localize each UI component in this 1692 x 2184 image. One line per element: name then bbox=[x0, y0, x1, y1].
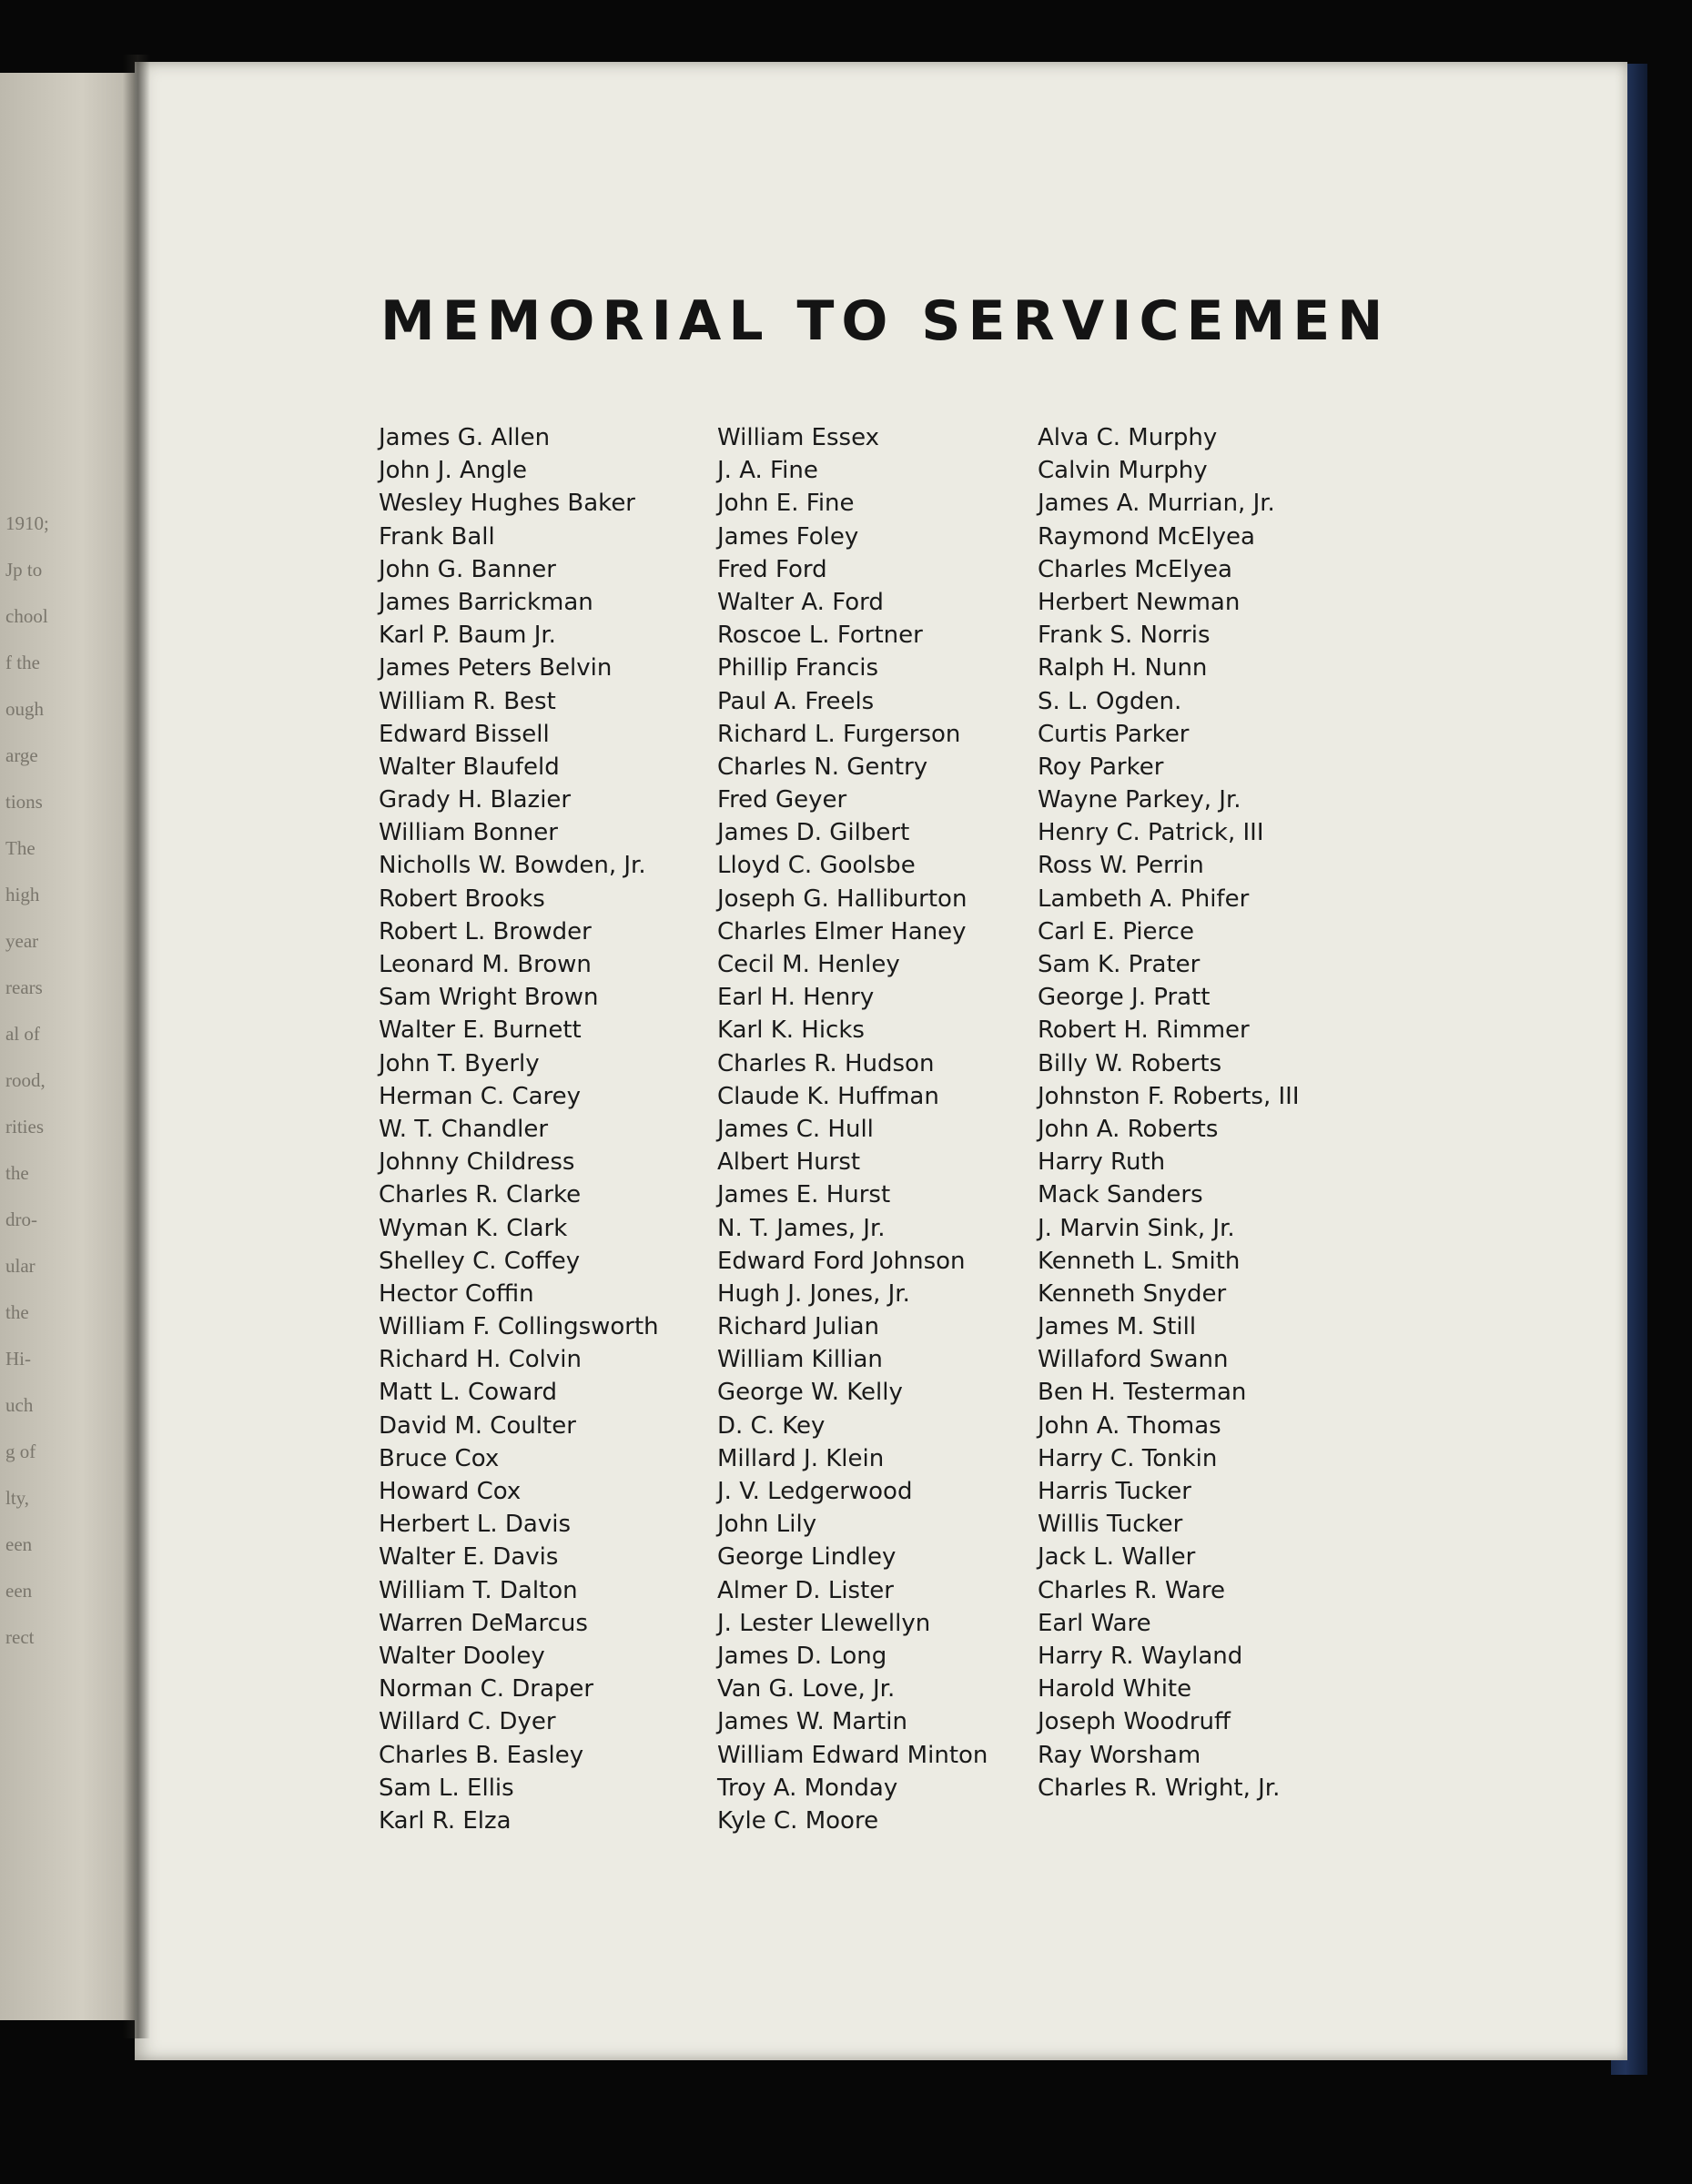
serviceman-name: James D. Long bbox=[717, 1642, 887, 1670]
serviceman-name: Richard L. Furgerson bbox=[717, 720, 961, 748]
serviceman-name: James W. Martin bbox=[717, 1708, 907, 1736]
memorial-page bbox=[135, 62, 1627, 2060]
serviceman-name: Troy A. Monday bbox=[717, 1774, 898, 1802]
facing-page-fragment: g of bbox=[5, 1441, 36, 1462]
serviceman-name: Millard J. Klein bbox=[717, 1444, 885, 1472]
serviceman-name: Paul A. Freels bbox=[717, 687, 875, 715]
serviceman-name: Charles Elmer Haney bbox=[717, 917, 967, 945]
serviceman-name: James A. Murrian, Jr. bbox=[1038, 490, 1275, 518]
serviceman-name: William F. Collingsworth bbox=[379, 1313, 659, 1341]
serviceman-name: David M. Coulter bbox=[379, 1411, 576, 1440]
serviceman-name: Ross W. Perrin bbox=[1038, 852, 1204, 880]
serviceman-name: Curtis Parker bbox=[1038, 720, 1190, 748]
serviceman-name: Ben H. Testerman bbox=[1038, 1379, 1247, 1407]
facing-page-fragment: 1910; bbox=[5, 512, 49, 534]
serviceman-name: Karl P. Baum Jr. bbox=[379, 622, 556, 650]
serviceman-name: J. Lester Llewellyn bbox=[717, 1609, 931, 1637]
serviceman-name: John E. Fine bbox=[717, 490, 855, 518]
serviceman-name: Grady H. Blazier bbox=[379, 786, 572, 814]
serviceman-name: Howard Cox bbox=[379, 1478, 522, 1505]
serviceman-name: Sam Wright Brown bbox=[379, 984, 599, 1012]
facing-page-fragment: al of bbox=[5, 1023, 40, 1045]
serviceman-name: Fred Geyer bbox=[717, 786, 847, 814]
facing-page-fragment: ular bbox=[5, 1255, 35, 1277]
serviceman-name: Mack Sanders bbox=[1038, 1181, 1203, 1209]
serviceman-name: James D. Gilbert bbox=[717, 819, 910, 847]
serviceman-name: William Edward Minton bbox=[717, 1741, 988, 1769]
serviceman-name: Harry R. Wayland bbox=[1038, 1642, 1243, 1670]
serviceman-name: Alva C. Murphy bbox=[1038, 424, 1218, 451]
serviceman-name: Lambeth A. Phifer bbox=[1038, 885, 1250, 913]
serviceman-name: Herbert Newman bbox=[1038, 588, 1241, 616]
serviceman-name: Robert L. Browder bbox=[379, 917, 592, 945]
facing-page-fragment: lty, bbox=[5, 1487, 30, 1509]
facing-page-fragment: The bbox=[5, 837, 35, 859]
serviceman-name: James Foley bbox=[717, 522, 859, 551]
facing-page-fragment: dro- bbox=[5, 1208, 37, 1230]
serviceman-name: Charles R. Clarke bbox=[379, 1181, 582, 1209]
serviceman-name: William T. Dalton bbox=[379, 1576, 578, 1604]
facing-page-fragment: year bbox=[5, 930, 39, 952]
facing-page-fragment: uch bbox=[5, 1394, 34, 1416]
serviceman-name: Sam L. Ellis bbox=[379, 1774, 514, 1802]
facing-page-fragment: arge bbox=[5, 744, 38, 766]
serviceman-name: Wesley Hughes Baker bbox=[379, 490, 636, 518]
serviceman-name: Claude K. Huffman bbox=[717, 1082, 939, 1110]
serviceman-name: Norman C. Draper bbox=[379, 1675, 594, 1704]
serviceman-name: J. V. Ledgerwood bbox=[717, 1478, 913, 1505]
serviceman-name: Harry Ruth bbox=[1038, 1148, 1166, 1177]
serviceman-name: Nicholls W. Bowden, Jr. bbox=[379, 852, 646, 880]
serviceman-name: John A. Roberts bbox=[1038, 1115, 1219, 1143]
serviceman-name: J. A. Fine bbox=[717, 457, 818, 485]
serviceman-name: Raymond McElyea bbox=[1038, 522, 1255, 551]
facing-page-fragment: rears bbox=[5, 976, 43, 998]
serviceman-name: Hector Coffin bbox=[379, 1279, 534, 1308]
serviceman-name: James G. Allen bbox=[379, 424, 551, 451]
book-gutter bbox=[123, 55, 150, 2038]
serviceman-name: Walter E. Davis bbox=[379, 1543, 559, 1572]
serviceman-name: Herbert L. Davis bbox=[379, 1511, 572, 1539]
facing-page-fragment: the bbox=[5, 1162, 29, 1184]
serviceman-name: Warren DeMarcus bbox=[379, 1609, 588, 1637]
serviceman-name: Billy W. Roberts bbox=[1038, 1049, 1222, 1077]
serviceman-name: D. C. Key bbox=[717, 1411, 826, 1440]
serviceman-name: Robert H. Rimmer bbox=[1038, 1016, 1250, 1045]
serviceman-name: Harris Tucker bbox=[1038, 1478, 1191, 1505]
serviceman-name: William Essex bbox=[717, 424, 880, 451]
facing-page-text-fragments bbox=[5, 500, 133, 1661]
serviceman-name: Joseph Woodruff bbox=[1038, 1708, 1231, 1736]
facing-page-fragment: een bbox=[5, 1580, 33, 1602]
serviceman-name: Almer D. Lister bbox=[717, 1576, 894, 1604]
serviceman-name: Richard H. Colvin bbox=[379, 1346, 582, 1374]
facing-page-fragment: ough bbox=[5, 698, 44, 720]
serviceman-name: Matt L. Coward bbox=[379, 1379, 558, 1407]
serviceman-name: Cecil M. Henley bbox=[717, 951, 900, 978]
serviceman-name: Phillip Francis bbox=[717, 654, 879, 682]
serviceman-name: Kyle C. Moore bbox=[717, 1806, 879, 1835]
serviceman-name: James M. Still bbox=[1038, 1313, 1197, 1341]
serviceman-name: John G. Banner bbox=[379, 555, 556, 583]
serviceman-name: Richard Julian bbox=[717, 1313, 880, 1341]
facing-page-fragment: rood, bbox=[5, 1069, 46, 1091]
name-column-1 bbox=[379, 421, 659, 1837]
serviceman-name: Walter Blaufeld bbox=[379, 753, 560, 781]
serviceman-name: Sam K. Prater bbox=[1038, 951, 1201, 978]
serviceman-name: William R. Best bbox=[379, 687, 556, 715]
serviceman-name: Johnny Childress bbox=[379, 1148, 575, 1177]
name-column-3 bbox=[1038, 421, 1300, 1805]
serviceman-name: Van G. Love, Jr. bbox=[717, 1675, 896, 1704]
serviceman-name: S. L. Ogden. bbox=[1038, 687, 1182, 715]
serviceman-name: James E. Hurst bbox=[717, 1181, 891, 1209]
serviceman-name: Charles R. Wright, Jr. bbox=[1038, 1774, 1281, 1802]
serviceman-name: Hugh J. Jones, Jr. bbox=[717, 1279, 910, 1308]
facing-page bbox=[0, 73, 137, 2020]
serviceman-name: Karl K. Hicks bbox=[717, 1016, 865, 1045]
serviceman-name: Charles R. Ware bbox=[1038, 1576, 1226, 1604]
serviceman-name: Wayne Parkey, Jr. bbox=[1038, 786, 1241, 814]
serviceman-name: Harold White bbox=[1038, 1675, 1192, 1704]
serviceman-name: Jack L. Waller bbox=[1038, 1543, 1196, 1572]
facing-page-fragment: Jp to bbox=[5, 559, 43, 581]
serviceman-name: James Peters Belvin bbox=[379, 654, 613, 682]
serviceman-name: Charles McElyea bbox=[1038, 555, 1232, 583]
serviceman-name: James Barrickman bbox=[379, 588, 593, 616]
facing-page-fragment: tions bbox=[5, 791, 43, 813]
serviceman-name: Kenneth Snyder bbox=[1038, 1279, 1227, 1308]
serviceman-name: Robert Brooks bbox=[379, 885, 545, 913]
serviceman-name: Earl H. Henry bbox=[717, 984, 875, 1012]
serviceman-name: Karl R. Elza bbox=[379, 1806, 512, 1835]
serviceman-name: Willard C. Dyer bbox=[379, 1708, 556, 1736]
serviceman-name: W. T. Chandler bbox=[379, 1115, 549, 1143]
serviceman-name: William Killian bbox=[717, 1346, 883, 1374]
serviceman-name: Henry C. Patrick, III bbox=[1038, 819, 1264, 847]
serviceman-name: John A. Thomas bbox=[1038, 1411, 1221, 1440]
facing-page-fragment: the bbox=[5, 1301, 29, 1323]
serviceman-name: Frank Ball bbox=[379, 522, 495, 551]
serviceman-name: John Lily bbox=[717, 1511, 817, 1539]
name-column-2 bbox=[717, 421, 988, 1837]
serviceman-name: John J. Angle bbox=[379, 457, 527, 485]
facing-page-fragment: f the bbox=[5, 652, 40, 673]
serviceman-name: Willis Tucker bbox=[1038, 1511, 1183, 1539]
serviceman-name: Harry C. Tonkin bbox=[1038, 1444, 1218, 1472]
serviceman-name: Charles B. Easley bbox=[379, 1741, 584, 1769]
serviceman-name: Shelley C. Coffey bbox=[379, 1247, 581, 1275]
serviceman-name: Joseph G. Halliburton bbox=[717, 885, 968, 913]
serviceman-name: Leonard M. Brown bbox=[379, 951, 592, 978]
serviceman-name: J. Marvin Sink, Jr. bbox=[1038, 1214, 1235, 1242]
serviceman-name: N. T. James, Jr. bbox=[717, 1214, 886, 1242]
serviceman-name: Willaford Swann bbox=[1038, 1346, 1229, 1374]
page-title: MEMORIAL TO SERVICEMEN bbox=[380, 289, 1391, 353]
facing-page-fragment: rities bbox=[5, 1116, 44, 1138]
serviceman-name: George J. Pratt bbox=[1038, 984, 1211, 1012]
serviceman-name: Kenneth L. Smith bbox=[1038, 1247, 1241, 1275]
serviceman-name: Roscoe L. Fortner bbox=[717, 622, 923, 650]
serviceman-name: Walter Dooley bbox=[379, 1642, 545, 1670]
facing-page-fragment: een bbox=[5, 1533, 33, 1555]
serviceman-name: William Bonner bbox=[379, 819, 558, 847]
serviceman-name: Frank S. Norris bbox=[1038, 622, 1211, 650]
facing-page-fragment: rect bbox=[5, 1626, 35, 1648]
serviceman-name: Ralph H. Nunn bbox=[1038, 654, 1208, 682]
serviceman-name: Herman C. Carey bbox=[379, 1082, 582, 1110]
serviceman-name: John T. Byerly bbox=[379, 1049, 540, 1077]
serviceman-name: Albert Hurst bbox=[717, 1148, 861, 1177]
serviceman-name: Edward Ford Johnson bbox=[717, 1247, 966, 1275]
serviceman-name: James C. Hull bbox=[717, 1115, 874, 1143]
serviceman-name: Bruce Cox bbox=[379, 1444, 500, 1472]
serviceman-name: Walter E. Burnett bbox=[379, 1016, 582, 1045]
serviceman-name: Charles N. Gentry bbox=[717, 753, 928, 781]
serviceman-name: Fred Ford bbox=[717, 555, 827, 583]
serviceman-name: Carl E. Pierce bbox=[1038, 917, 1194, 945]
serviceman-name: Johnston F. Roberts, III bbox=[1038, 1082, 1300, 1110]
serviceman-name: Earl Ware bbox=[1038, 1609, 1151, 1637]
serviceman-name: Wyman K. Clark bbox=[379, 1214, 568, 1242]
facing-page-fragment: high bbox=[5, 884, 40, 905]
facing-page-fragment: Hi- bbox=[5, 1348, 31, 1370]
serviceman-name: Roy Parker bbox=[1038, 753, 1164, 781]
serviceman-name: Lloyd C. Goolsbe bbox=[717, 852, 916, 880]
serviceman-name: George Lindley bbox=[717, 1543, 897, 1572]
serviceman-name: Edward Bissell bbox=[379, 720, 550, 748]
serviceman-name: Walter A. Ford bbox=[717, 588, 884, 616]
serviceman-name: Calvin Murphy bbox=[1038, 457, 1208, 485]
facing-page-fragment: chool bbox=[5, 605, 48, 627]
serviceman-name: Charles R. Hudson bbox=[717, 1049, 935, 1077]
serviceman-name: George W. Kelly bbox=[717, 1379, 903, 1407]
serviceman-name: Ray Worsham bbox=[1038, 1741, 1201, 1769]
